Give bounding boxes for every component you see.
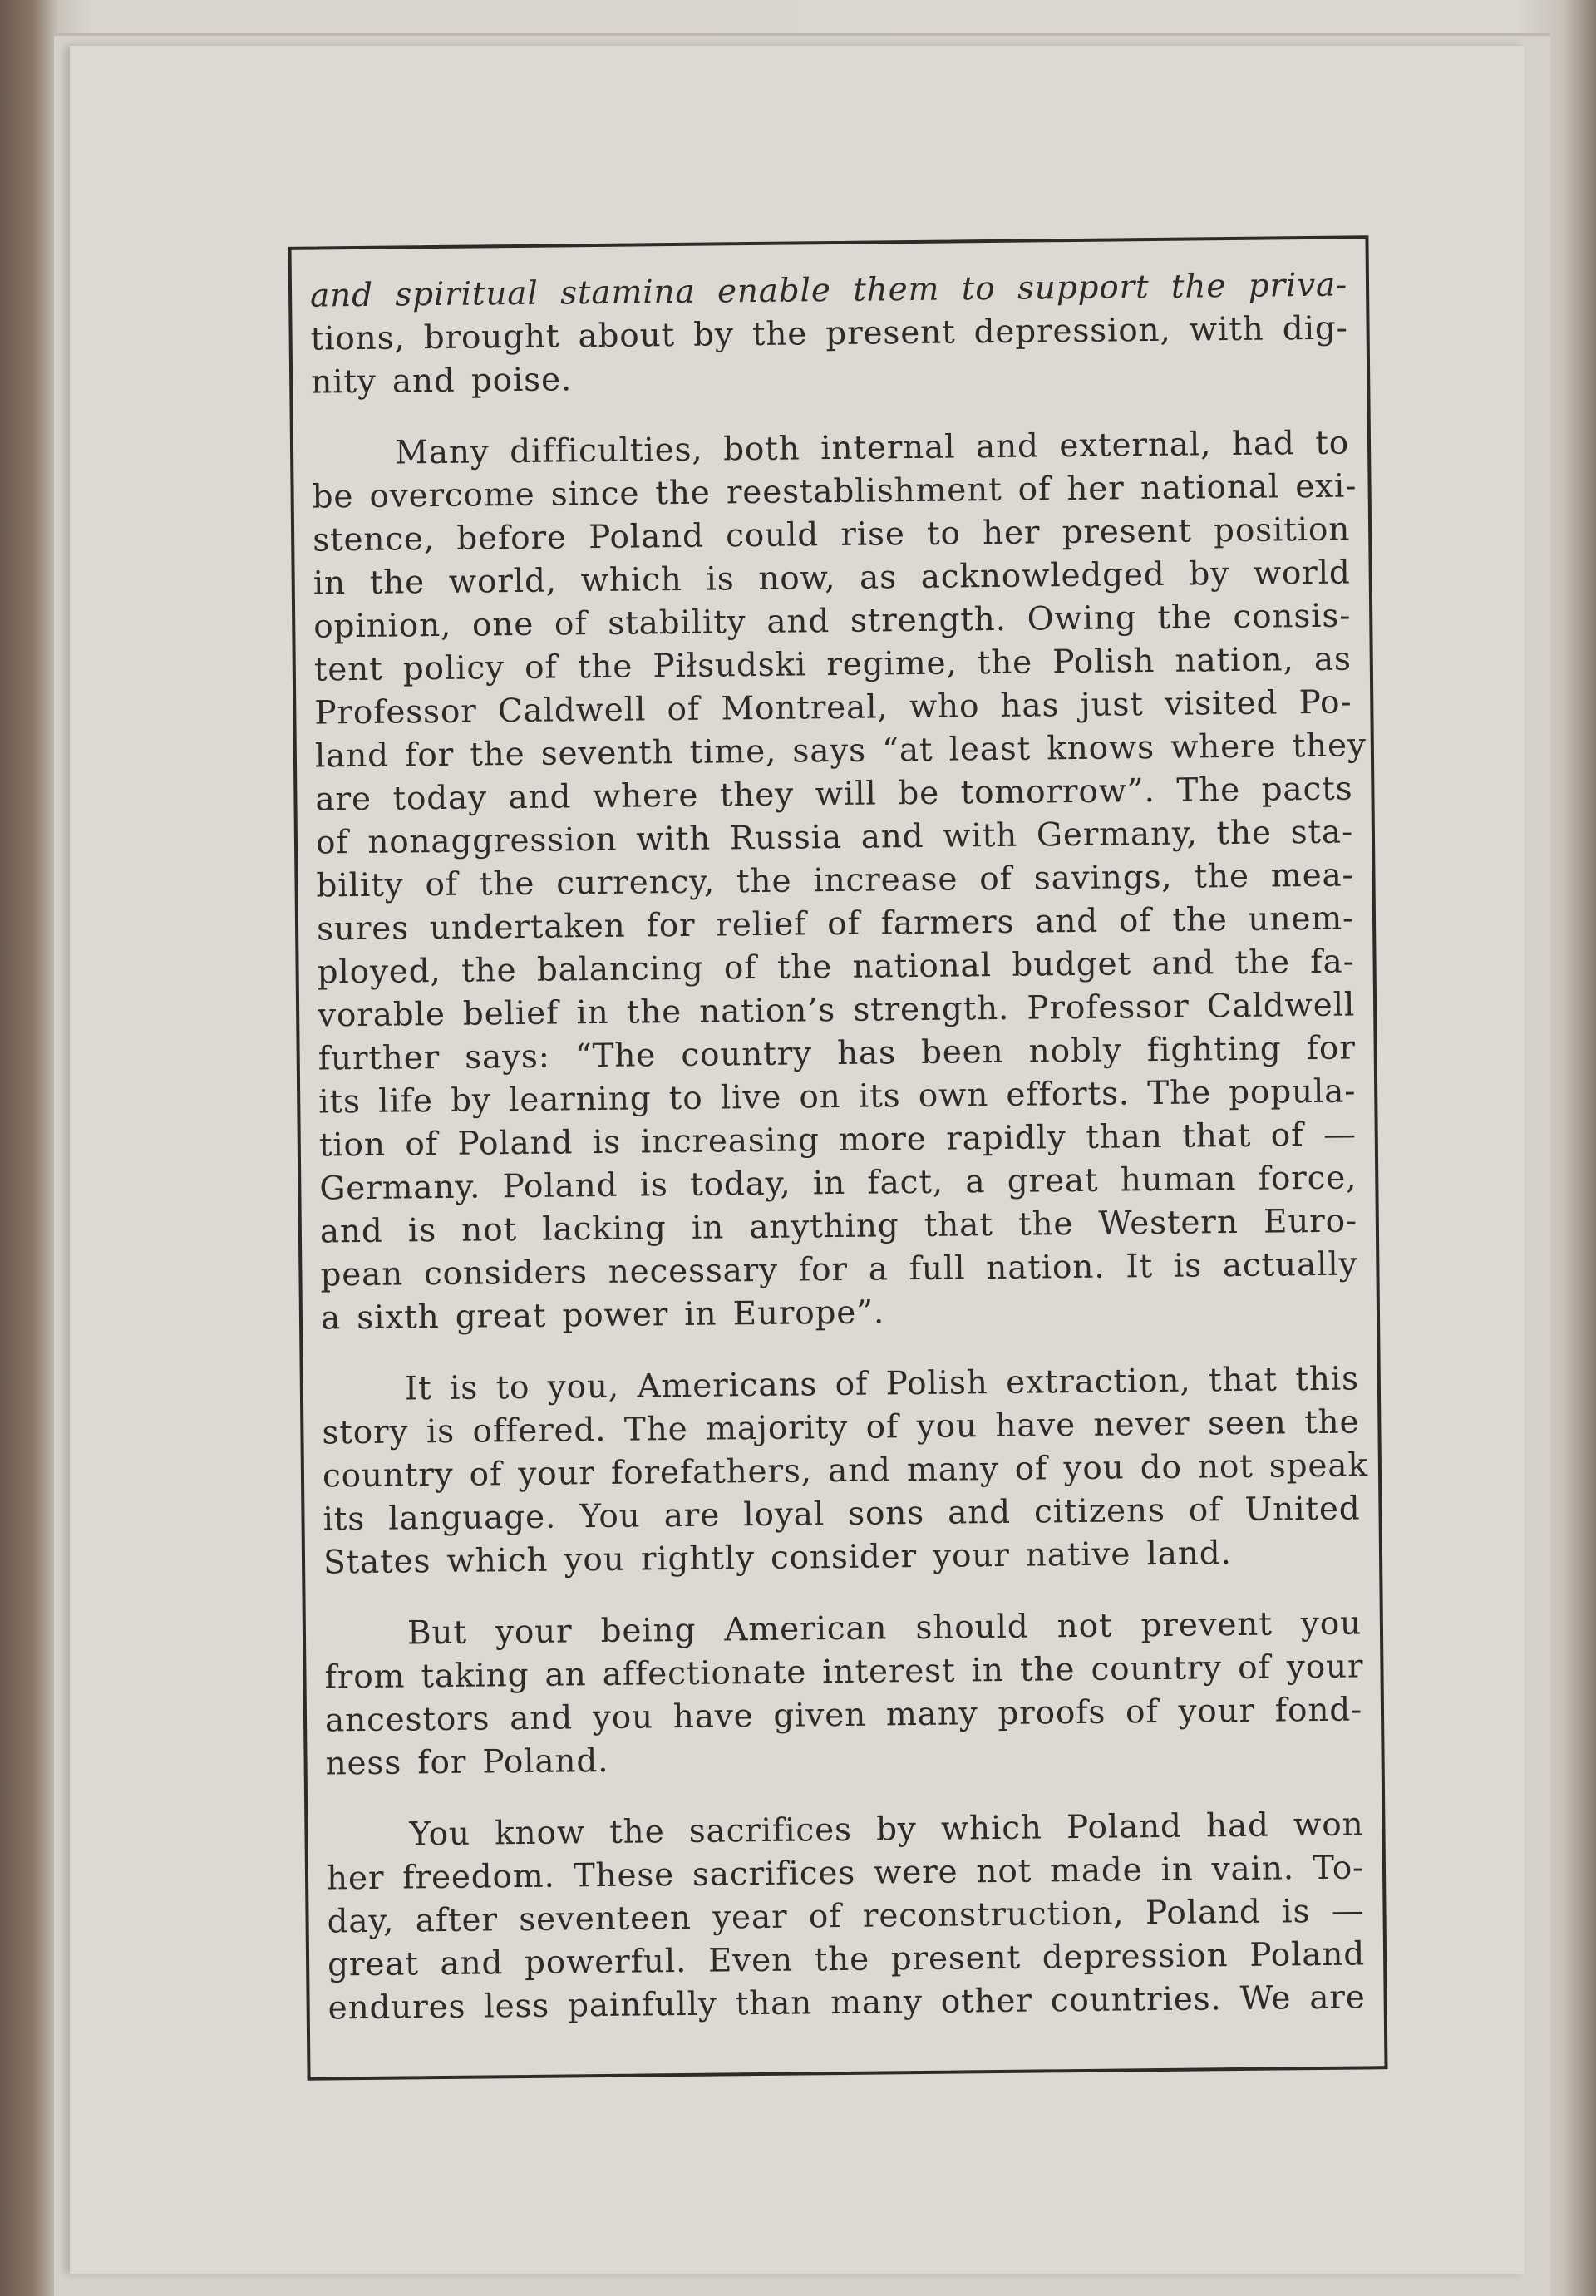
text-line: in the world, which is now, as acknowledged by world	[313, 554, 1351, 603]
text-line: ployed, the balancing of the national budget and the fa-	[317, 943, 1355, 992]
text-frame	[288, 235, 1387, 2080]
text-line: stence, before Poland could rise to her present position	[312, 510, 1351, 559]
text-line: opinion, one of stability and strength. Owing the consis-	[313, 597, 1352, 646]
text-line: Professor Caldwell of Montreal, who has just visited Po-	[314, 683, 1352, 732]
text-line: its life by learning to live on its own efforts. The popula-	[318, 1072, 1357, 1121]
paragraph-5	[326, 1803, 1366, 2030]
text-line: of nonaggression with Russia and with Germany, the sta-	[315, 813, 1354, 862]
text-line: her freedom. These sacrifices were not made in vain. To-	[326, 1849, 1365, 1898]
text-line: Many difficulties, both internal and external, had to	[394, 424, 1350, 472]
text-line: and is not lacking in anything that the Western Euro-	[319, 1202, 1358, 1251]
text-line: further says: “The country has been nobly fighting for	[318, 1029, 1356, 1078]
text-line: are today and where they will be tomorrow”. The pacts	[315, 770, 1353, 819]
text-line: its language. You are loyal sons and citizens of United	[323, 1490, 1361, 1539]
body-text	[310, 264, 1366, 2031]
text-line: tent policy of the Piłsudski regime, the Polish nation, as	[313, 640, 1352, 689]
text-line: But your being American should not prevent you	[406, 1604, 1362, 1653]
text-line: a sixth great power in Europe”.	[320, 1293, 885, 1338]
text-line: It is to you, Americans of Polish extraction, that this	[404, 1360, 1360, 1408]
text-line: endures less painfully than many other countries. We are	[328, 1978, 1366, 2027]
text-line: bility of the currency, the increase of savings, the mea-	[316, 856, 1354, 905]
text-line: country of your forefathers, and many of you do not speak	[322, 1446, 1368, 1495]
text-line: tions, brought about by the present depression, with dig-	[310, 309, 1348, 358]
text-line: story is offered. The majority of you have never seen the	[322, 1403, 1360, 1452]
text-line: day, after seventeen year of reconstruction, Poland is —	[327, 1892, 1365, 1941]
text-line: be overcome since the reestablishment of her national exi-	[312, 467, 1357, 516]
text-line: ancestors and you have given many proofs of your fond-	[324, 1691, 1363, 1740]
paragraph-4	[324, 1602, 1363, 1786]
text-line: States which you rightly consider your native land.	[323, 1535, 1232, 1582]
text-line: great and powerful. Even the present depression Poland	[327, 1935, 1366, 1984]
text-line: vorable belief in the nation’s strength. Professor Caldwell	[317, 986, 1356, 1035]
text-line: Germany. Poland is today, in fact, a great human force,	[319, 1159, 1357, 1208]
text-line: sures undertaken for relief of farmers and of the unem-	[316, 899, 1355, 948]
text-line: nity and poise.	[310, 361, 573, 402]
text-line: land for the seventh time, says “at least knows where they	[314, 727, 1367, 776]
text-line: and spiritual stamina enable them to support the priva-	[309, 266, 1348, 315]
text-line: pean considers necessary for a full nation. It is actually	[320, 1245, 1358, 1294]
paragraph-2	[312, 422, 1367, 1341]
text-line: tion of Poland is increasing more rapidly than that of —	[318, 1116, 1357, 1165]
paragraph-1	[310, 264, 1349, 405]
text-line: from taking an affectionate interest in the country of your	[324, 1648, 1364, 1697]
text-line: ness for Poland.	[325, 1742, 609, 1783]
paragraph-3	[322, 1357, 1368, 1584]
text-line: You know the sacrifices by which Poland had won	[409, 1806, 1364, 1854]
